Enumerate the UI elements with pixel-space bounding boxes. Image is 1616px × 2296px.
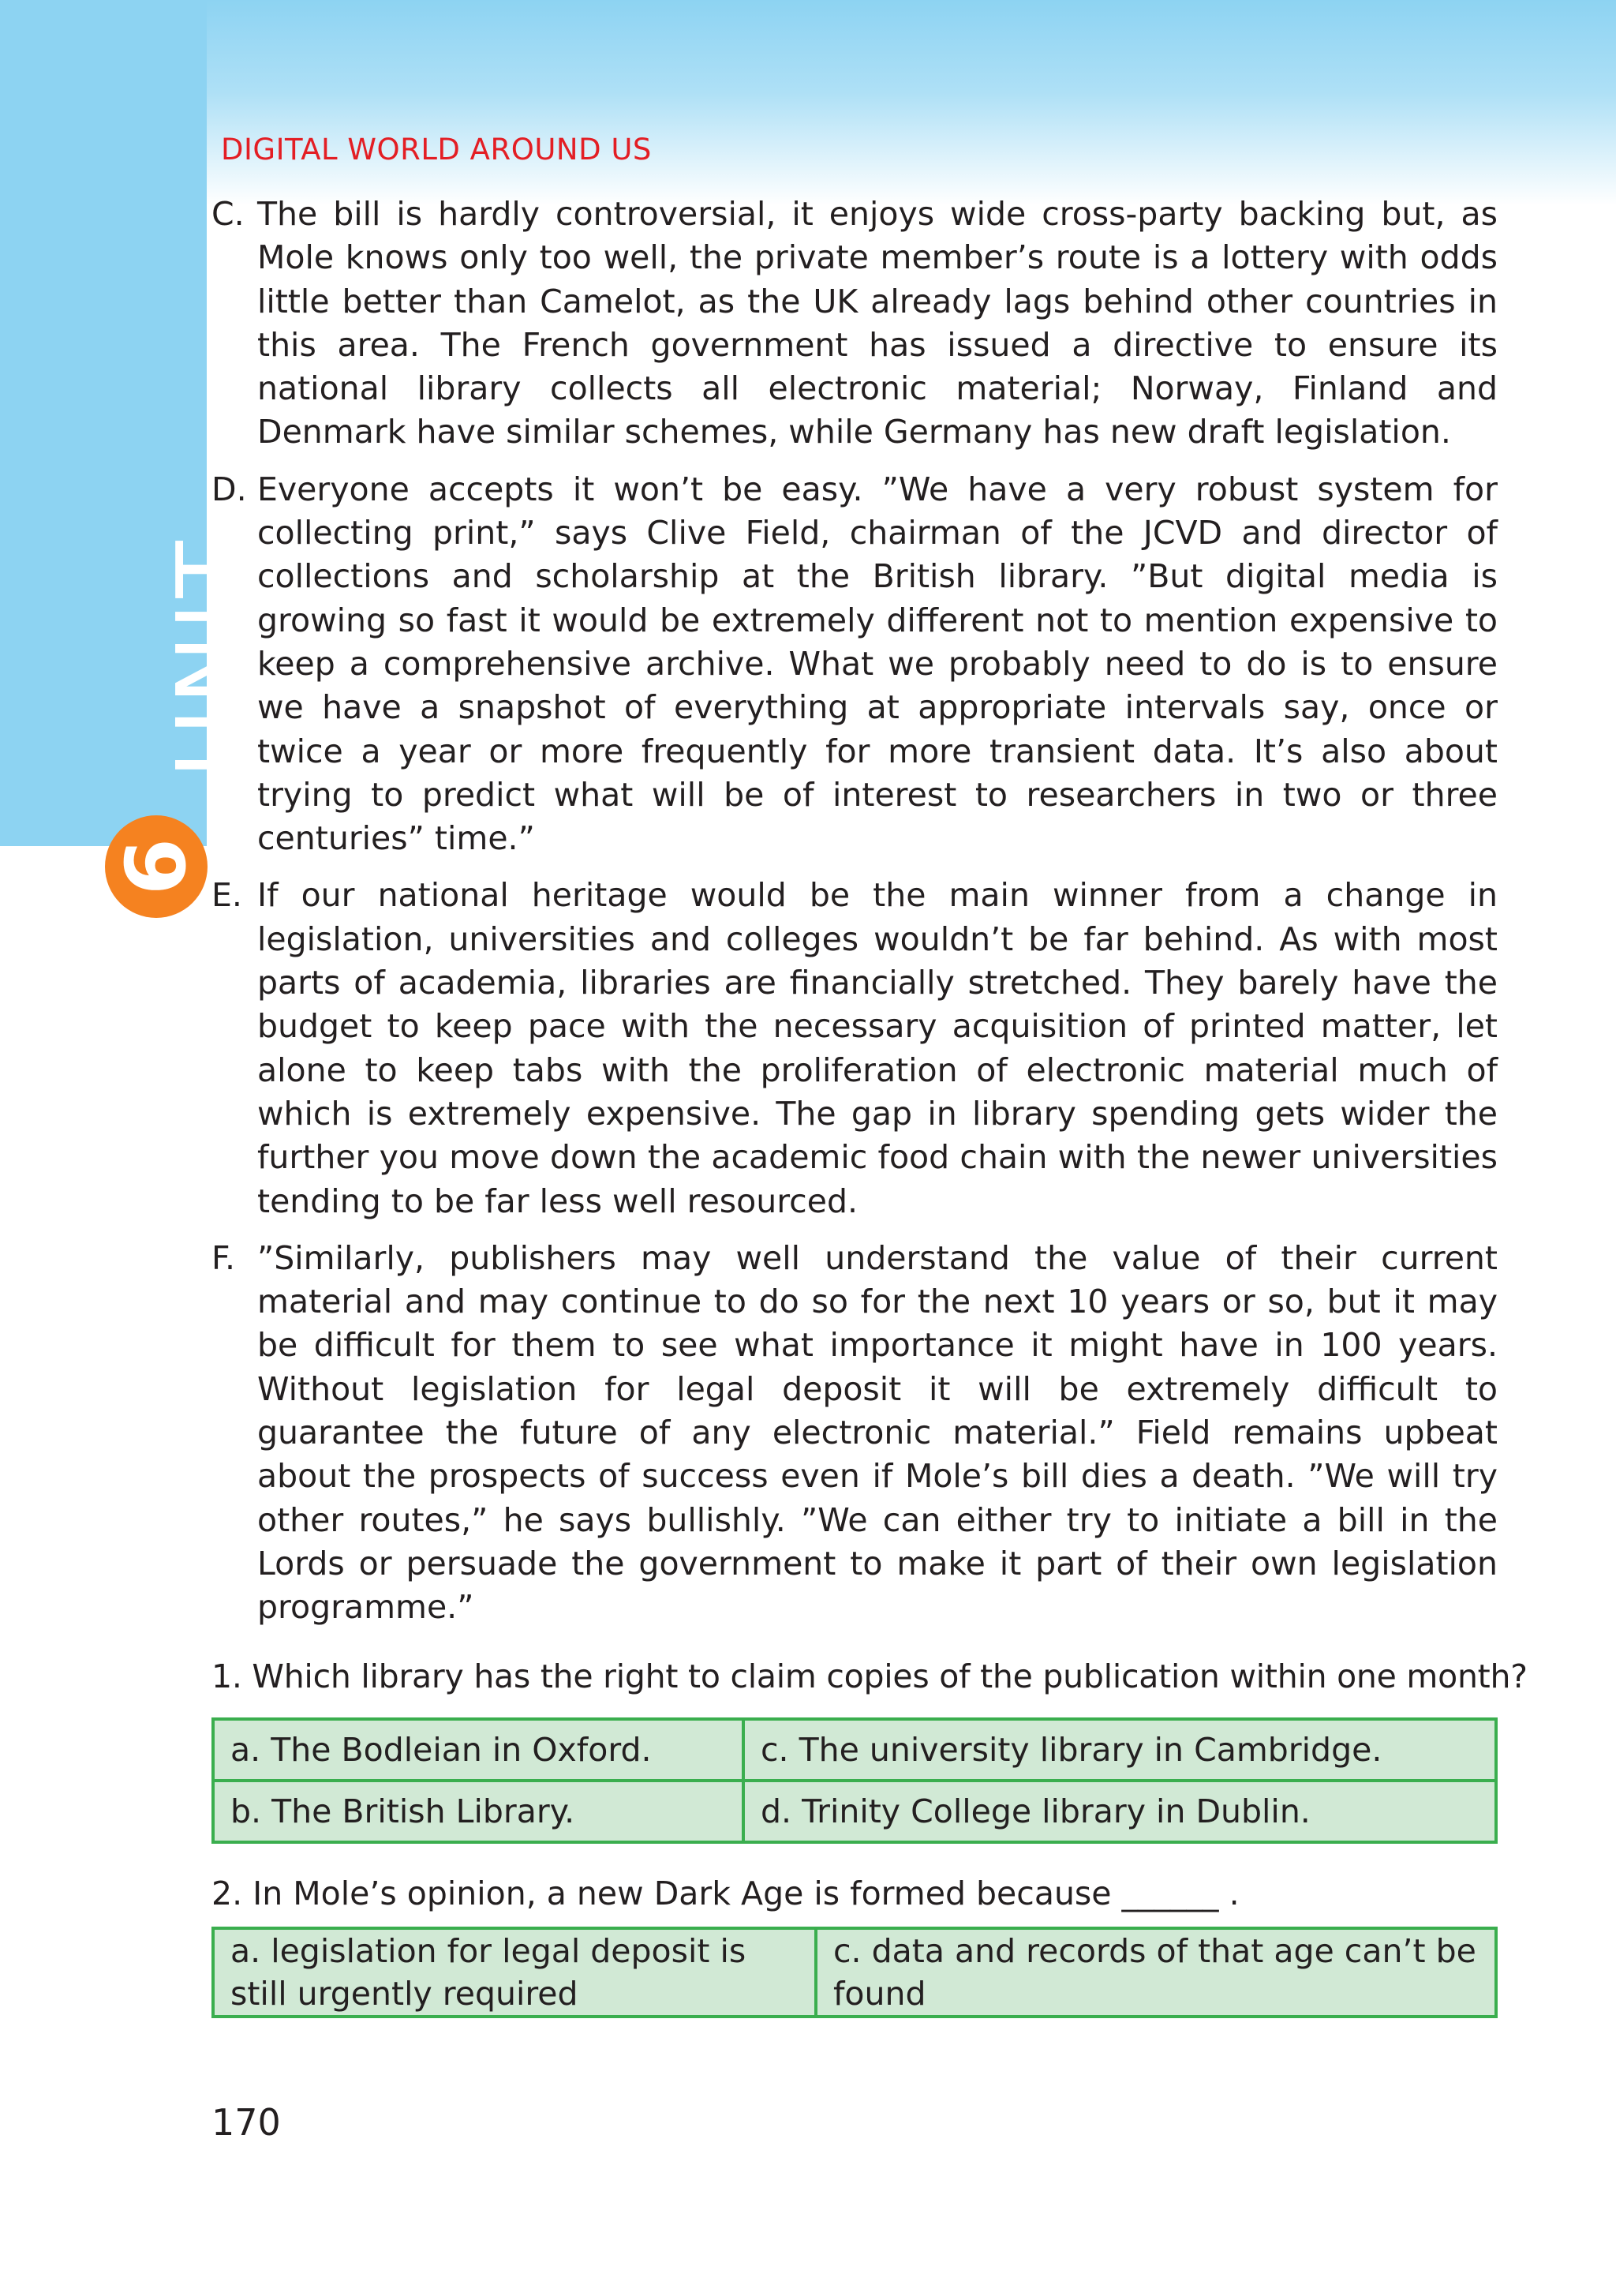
page-number: 170 xyxy=(211,2101,281,2144)
paragraph-e xyxy=(211,874,1498,1223)
options-row xyxy=(213,1719,1496,1781)
paragraph-letter: E. xyxy=(211,876,242,915)
top-color-band xyxy=(0,0,1616,205)
paragraph-letter: F. xyxy=(211,1238,236,1277)
option-c[interactable]: c. The university library in Cambridge. xyxy=(743,1719,1496,1781)
option-b[interactable]: b. The British Library. xyxy=(213,1781,743,1842)
paragraph-letter: D. xyxy=(211,470,247,508)
paragraph-text: ”Similarly, publishers may well understand the value of their current material and may continue to do so for the next 10 years or so, but it may be difficult for them to see what importance it might have in 100 years. Without legislation for legal deposit it will be extremely difficult to guarantee the future of any electronic material.” Field remains upbeat about the prospects of success even if Mole’s bill dies a death. ”We will try other routes,” he says bullishly. ”We can either try to initiate a bill in the Lords or persuade the government to make it part of their own legislation programme.” xyxy=(257,1238,1498,1627)
page-content xyxy=(211,193,1528,2018)
option-a[interactable]: a. legislation for legal deposit is still urgently required xyxy=(213,1928,816,2017)
paragraph-text: The bill is hardly controversial, it enjoys wide cross-party backing but, as Mole knows only too well, the private member’s route is a lottery with odds little better than Camelot, as the UK already lags behind other countries in this area. The French government has issued a directive to ensure its national library collects all electronic material; Norway, Finland and Denmark have similar schemes, while Germany has new draft legislation. xyxy=(257,195,1498,451)
unit-number: 6 xyxy=(108,837,204,896)
question-2: 2. In Mole’s opinion, a new Dark Age is formed because ______ . xyxy=(211,1874,1240,1912)
question-1-options xyxy=(211,1717,1498,1844)
paragraph-text: Everyone accepts it won’t be easy. ”We have a very robust system for collecting print,” says Clive Field, chairman of the JCVD and director of collections and scholarship at the British library. ”But digital media is growing so fast it would be extremely different not to mention expensive to keep a comprehensive archive. What we probably need to do is to ensure we have a snapshot of everything at appropriate intervals say, once or twice a year or more frequently for more transient data. It’s also about trying to predict what will be of interest to researchers in two or three centuries” time.” xyxy=(257,470,1498,858)
option-a[interactable]: a. The Bodleian in Oxford. xyxy=(213,1719,743,1781)
options-row xyxy=(213,1928,1496,2017)
question-1: 1. Which library has the right to claim copies of the publication within one month? xyxy=(211,1657,1528,1695)
paragraph-f xyxy=(211,1237,1498,1630)
paragraph-letter: C. xyxy=(211,195,245,233)
unit-number-badge xyxy=(105,815,208,918)
paragraph-c xyxy=(211,193,1498,455)
option-c[interactable]: c. data and records of that age can’t be found xyxy=(816,1928,1496,2017)
unit-label: UNIT xyxy=(156,536,265,777)
paragraph-text: If our national heritage would be the main winner from a change in legislation, universities and colleges wouldn’t be far behind. As with most parts of academia, libraries are financially stretched. They barely have the budget to keep pace with the necessary acquisition of printed matter, let alone to keep tabs with the proliferation of electronic material much of which is extremely expensive. The gap in library spending gets wider the further you move down the academic food chain with the newer universities tending to be far less well resourced. xyxy=(257,876,1498,1220)
section-header: DIGITAL WORLD AROUND US xyxy=(221,133,652,167)
question-2-options xyxy=(211,1927,1498,2018)
option-d[interactable]: d. Trinity College library in Dublin. xyxy=(743,1781,1496,1842)
options-row xyxy=(213,1781,1496,1842)
paragraph-d xyxy=(211,468,1498,861)
